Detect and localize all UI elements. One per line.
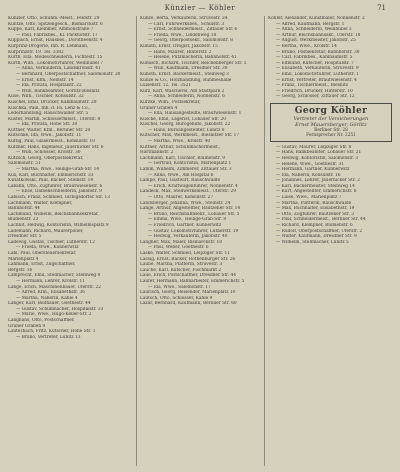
directory-entry: — Ella, Hausangestellte, Brautwiesenstr. 1 (148, 111, 242, 117)
directory-entry: Langer, Karl, Bildhauer, Goethestr. 44 (8, 301, 91, 307)
directory-entry: — Helene, Wwe., Goethestr. 31 (276, 161, 344, 167)
directory-entry: Landeck, Max, Stellwerksmeist., Uferstr. 29 (140, 189, 236, 195)
directory-entry: — Georg, Oberpostsekr., Salomonstr. 8 (148, 38, 233, 44)
directory-entry: — Anna, Schneiderin, Nonnenstr. 6 (148, 94, 225, 100)
directory-entry: Lassig, Ernst, Bäcker, Rothenburger Str. 26 (140, 256, 236, 262)
directory-entry: — Hans, Bankbeamter, Löbauer Str. 21 (276, 150, 362, 156)
directory-entry: Küster, Martin, Schlossermeist., Uferstr. 8 (8, 116, 101, 122)
column-rule-2 (264, 16, 265, 466)
directory-entry: — Ida, Wwe., Salomonstr. 17 (148, 284, 211, 290)
directory-entry: Kusche, Emil, Lagerist, Löbauer Str. 20 (140, 116, 226, 122)
directory-entry: — Carl, Fuhrwerksbes., Schulstr. 3 (148, 21, 225, 27)
directory-entry: — Alfred, Kfm., Elisabethstr. 36 (16, 290, 85, 296)
directory-entry: — Martha, Wwe., Krölstr. 40 (148, 139, 211, 145)
directory-entry: — Walter, Kaufmann, Dresdner Str. 9 (276, 234, 357, 240)
directory-entry: — Carl, Fabrikbes., Kahlbaumstr. 5 (276, 55, 353, 61)
directory-entry: Lademann, Richard, Maurerpolier, (8, 228, 84, 234)
directory-entry: — Otto, Maurer, Konsulstr. 27 (148, 195, 214, 200)
directory-entry: Grüner Graben 4 (140, 105, 178, 111)
directory-entry: Lange, Arthur, Angestellter, Bautzener Str. 14 (140, 206, 241, 212)
directory-entry: Langhans, Otto, Postschaffner, (8, 318, 75, 324)
directory-entry: Laufer, Hermann, Bahnarbeiter, Emmerichstr. 5 (140, 278, 245, 284)
directory-entry: Lange, Erich, Maschinenbauer, Uferstr. 22 (8, 284, 101, 290)
ad-line-4: Fernsprecher Nr. 2251 (306, 133, 356, 139)
directory-entry: Kurprinz-Drogerie, Inh. R. Lehmann, (8, 43, 89, 49)
directory-entry: — Bruno, Postsekretär, Bahnhofstr. 30 (276, 49, 360, 55)
directory-entry: Kuppe, Karl, Klemmer, Ammonstraße 7 (8, 27, 94, 33)
directory-entry: Lazar, Bernhard, Kaufmann, Berliner Str. 60 (140, 301, 237, 307)
directory-entry: — Erich, Kraftwagenführer, Nonnenstr. 4 (148, 183, 238, 189)
directory-entry: — Karl, Bäckermeister, Steinweg 14 (276, 183, 355, 189)
directory-entry: — August, Werkmeister, Jakobstr. 25 (276, 38, 356, 44)
directory-entry: Kutschke, Ida, Wwe., Jakobstr. 11 (8, 133, 82, 139)
directory-entry: Lachmund, Wilhelm, Reichsbahnsekretär, (8, 211, 99, 217)
directory-entry: — Luise, Wwe., Marienplatz 7 (276, 195, 342, 201)
directory-entry: — Elisabeth, Verkäuferin, Struvestr. 9 (276, 66, 359, 72)
directory-entry: Hartmannstr. 2 (140, 150, 174, 156)
ad-line-2: Ernst Mauersberger, Görlitz (295, 121, 367, 128)
directory-entry: Kuschel, Georg, Bürogehilfe, Jakobstr. 22 (140, 122, 231, 128)
column-right-bottom (268, 145, 394, 246)
directory-entry: Laue, Erich, Postschaffner, Dresdner Str. 44 (140, 273, 236, 279)
directory-entry: — Emma, Wwe., Heilige-Grab-Str. 8 (148, 217, 227, 223)
directory-entry: Kuschel, Emil, Drucker, Kahlbaumstr. 29 (8, 99, 97, 105)
directory-entry: Kurth, Wilh., Lokomotivführer, Weinhübel 7 (8, 60, 104, 66)
directory-entry: — Friedrich, Drucker, Hinterstr. 10 (276, 88, 353, 94)
directory-entry: — Hermann, Lehrer, Krölstr. 11 (16, 278, 85, 284)
directory-entry: — Ida, Privata, Hospitalstr. 22 (16, 83, 82, 89)
column-middle (140, 16, 264, 466)
column-right (268, 16, 394, 466)
running-head: Künzler — Köhler (164, 4, 236, 12)
directory-entry: — Richard, Klempner, Blumenstr. 6 (276, 223, 353, 229)
ad-name: Georg Köhler (294, 105, 368, 116)
directory-entry: Lamm, Wilhelm, Zimmerer, Zittauer Str. 3 (140, 167, 232, 173)
directory-entry: Kuschka, Paul, Inh. d. Fa. Lenz & Co., (8, 105, 91, 111)
page-header (0, 4, 400, 16)
directory-entry: Kunze, Berta, Verkäuferin, Struvestr. 24 (140, 16, 228, 21)
directory-entry: — Frieda, Wwe., Lindenweg 18 (148, 32, 217, 38)
ad-line-3: Berliner Str. 28 (314, 127, 348, 133)
directory-entry: Lauterbach, Fritz, Kutscher, Hohe Str. 1 (8, 329, 96, 335)
directory-entry: — Paul, Fabrikbes., Kl. Packhofstr. 17 (16, 32, 98, 38)
directory-entry: — Edmund, Kutscher, Hospitalstr. 7 (276, 60, 354, 66)
directory-entry: Kuse, Wilh., Tischler, Konsulstr. 32 (8, 94, 84, 100)
directory-entry: Kunoth, Ernst, Bäckermeist., Steinweg 3 (140, 71, 229, 77)
directory-entry: — Otto, Zugführer, Bautzener Str. 3 (276, 211, 354, 217)
directory-entry: — Wilhelm, Stellmacher, Lunitz 5 (276, 239, 349, 245)
directory-entry: Blumenstr. 23 (8, 217, 39, 223)
directory-entry: — Ernst, Vertreter, Brautwiesenstr. 4 (276, 77, 357, 83)
directory-entry: — Bertha, Wwe., Krölstr. 14 (276, 43, 337, 49)
directory-entry: — Alfred, Kaufmann, Bergstr. 1 (276, 21, 345, 27)
directory-entry: Labahn, Otto, Zugführer, Brautwiesenstr. 6 (8, 183, 103, 189)
directory-entry: Kunath, Ernst, Drogist, Jakobstr. 15 (140, 43, 218, 49)
directory-entry: Küttner, Walter, Kfm., Berliner Str. 20 (8, 127, 91, 133)
directory-entry: Kwiatkowski, Paul, Bäcker, Steinstr. 14 (8, 178, 94, 184)
directory-entry: — Willi, Kaufmann, Dresdner Str. 30 (148, 66, 228, 72)
directory-entry: Lahl, Paul, Obersteuersekretär, (8, 250, 77, 256)
directory-entry: — Gustav, Schuhmacher, Hospitalstr. 33 (16, 306, 104, 312)
directory-entry: — Martha, Plätterin, Rauschwalde (276, 200, 352, 206)
directory-entry: — Martha, Wwe., Heilige-Grab-Str. 14 (16, 167, 100, 173)
directory-entry: Kunze & Co., Holzhandlung, Ruhmeshalle (140, 77, 232, 83)
directory-entry: — Arthur, Reichsbahnsekr., Uferstr. 18 (276, 32, 361, 38)
directory-entry: Laske, Walter, Schmied, Leipziger Str. 11 (140, 250, 230, 256)
directory-entry: — Rudolf, Oberpostschaffner, Uferstr. 2 (276, 228, 363, 234)
directory-entry: Lachmann, Walter, Klempner, (8, 200, 73, 206)
directory-entry: Labisch, Franz, Schmied, Girbigsdorfer Str. 13 (8, 195, 110, 200)
directory-entry: Lederhandlung, Rauschwalder Str. 5 (8, 111, 89, 117)
directory-entry: Lautsch, Otto, Schlosser, Kahle 9 (140, 295, 213, 301)
directory-entry: — Hans, Maurer, Hinterstr. 2 (148, 49, 212, 55)
directory-entry: — Willi, Schlosser, Krölstr. 30 (16, 150, 81, 156)
directory-entry: Lamprecht, Emil, Stellmacher, Steinweg 8 (8, 273, 101, 279)
directory-entry: Kubasch, Richard, Tischler, Reichenberger Str. 5 (140, 60, 247, 66)
directory-entry: Köhler, Alexander, Kunstmaler, Nonnenstr. 2 (268, 16, 365, 21)
directory-entry: Lauche, Karl, Kutscher, Fischmarkt 2 (140, 267, 222, 273)
directory-entry: Kurprinzstr. 19. Tel. 3382 (8, 49, 64, 55)
directory-entry: Laurisch, Georg, Reisender, Marienplatz 10 (140, 290, 236, 296)
directory-entry: Kurzke, Wilh., Postsekretär, (140, 99, 201, 105)
directory-entry: Luisenstr. 12. Tel. 3521 (140, 83, 192, 89)
directory-entry: Kurth, Ella, Modeschneiderin, Fichtestr. 15 (8, 55, 103, 61)
directory-entry: Landsberger, Johanna, Wwe., Steinstr. 24 (140, 200, 231, 206)
ad-line-1: Vertreter der Versicherungen (293, 115, 369, 122)
directory-entry: — Marie, Wwe., Hugo-Keller-Str. 2 (16, 312, 92, 318)
directory-entry: Laube, Martha, Plätterin, Struvestr. 3 (140, 262, 223, 268)
directory-entry: — Georg, Schlosser, Zittauer Str. 12 (276, 94, 355, 100)
directory-entry: — Ernst, Schneidermeist., Zittauer Str. 6 (148, 27, 238, 33)
directory-entry: Kux, Karl, Buchhalter, Emmerichstr. 33 (8, 172, 94, 178)
directory-entry: — Willi, Bankbeamter, Görlitz-Biesnitz (16, 88, 100, 94)
directory-entry: Küntze, Otto, Spitzengesch., Bismarckstr. 6 (8, 21, 103, 27)
column-rule-1 (136, 16, 137, 466)
directory-entry: Künzler, Otto, Schuhm.-Meist., Feldstr. 29 (8, 16, 100, 21)
directory-entry: — Ernst, Kfm., Neißstr. 14 (16, 77, 74, 83)
directory-entry: — Elise, Damenschneiderin, Jakobstr. 9 (16, 189, 102, 195)
column-left (8, 16, 132, 466)
directory-entry: Kuppisch, Ernst, Hausbes., Dorotheenstr. 4 (8, 38, 103, 44)
directory-entry: Marienplatz 4 (8, 256, 39, 262)
directory-entry: — Hedwig, Kontoristin, Salomonstr. 3 (276, 155, 359, 161)
directory-entry: Kutzner, Hans, Ingenieur, Jauernicker Str. 6 (8, 144, 104, 150)
directory-entry: — Friedrich, Gärtner, Kunnerwitz (148, 222, 222, 228)
directory-entry: — Gustav, Maurer, Leipziger Str. 8 (276, 144, 352, 150)
directory-entry: Bergstr. 16 (8, 267, 33, 273)
directory-entry: Salomonstr. 51 (8, 161, 41, 167)
directory-entry: Lachnit, Hedwig, Kontoristin, Wilhelmsplatz 9 (8, 222, 109, 228)
directory-entry: — Bruno, Vertreter, Lunitz 13 (16, 334, 81, 340)
directory-entry: Kurz, Karl, Wäscherei, Am Stadtpark 2 (140, 88, 225, 94)
directory-entry: — Max, Buchhalter, Elisabethstr. 19 (276, 206, 355, 212)
directory-entry: — Paul, Schneidermeist., Berliner Str. 44 (276, 217, 366, 223)
directory-entry: — Ida, Privata, Hohe Str. 30 (16, 122, 78, 128)
directory-entry: — Hedwig, Verkäuferin, Jakobstr. 40 (148, 234, 228, 240)
directory-entry: Grüner Graben 9 (8, 323, 46, 329)
directory-entry: Bahnhofstr. 44 (8, 206, 40, 212)
directory-entry: — Anna, Verkäuferin, Landskronstr. 41 (16, 66, 101, 72)
directory-entry: — Johannes, Lehrer, Jauernicker Str. 2 (276, 178, 360, 184)
directory-entry: — Bruno, Reichsbahnsekr., Löbauer Str. 5 (148, 211, 240, 217)
directory-entry: — Anna, Wwe., Am Hospital 6 (148, 172, 214, 178)
directory-entry: — Bernhard, Oberpostschaffner, Salomonstr. 20 (16, 71, 121, 77)
directory-entry: Kutzsch, Georg, Oberpostsekretär, (8, 155, 84, 161)
directory-entry: — Hans, Büroangestellter, Lunitz 8 (148, 127, 225, 133)
directory-entry: Langner, Max, Maler, Bismarckstr. 18 (140, 239, 223, 245)
directory-entry: — Paul, Weber, Goethestr. 6 (148, 245, 209, 251)
directory-entry: — Martha, Näherin, Kahle 4 (16, 295, 78, 301)
directory-entry: — Gustav, Lokomotivführer, Lutherstr. 19 (148, 228, 239, 234)
directory-entry: — Ida, Näherin, Konsulstr. 16 (276, 172, 341, 178)
directory-entry: — Helene, Putzmacherin, Bahnhofstr. 41 (148, 55, 237, 61)
directory-entry: — Emil, Lokomotivführer, Lutherstr. 1 (276, 71, 359, 77)
directory-entry: Lachmann, Karl, Tischler, Blumenstr. 9 (140, 155, 225, 161)
directory-entry: Lahmann, Ernst, Zugschaffner, (8, 262, 76, 268)
directory-entry: Kuttner, Arthur, Schuhmachermeist., (140, 144, 221, 150)
directory-entry: — Frieda, Wwe., Kunnerwitz (16, 245, 79, 251)
directory-entry: Dresdner Str. 5 (8, 234, 42, 240)
column-right-top (268, 16, 394, 100)
directory-entry: — Hermann, Gärtner, Kunnerwitz (276, 167, 350, 173)
advertisement-box (270, 103, 392, 142)
directory-entry: — Kurt, Angestellter, Emmerichstr. 8 (276, 189, 357, 195)
page-number: 71 (377, 4, 386, 12)
directory-entry: Lampe, Paul, Gastwirt, Rauschwalde (140, 178, 221, 184)
directory-entry: — Gertrud, Kontoristin, Marienplatz 1 (148, 161, 232, 167)
directory-entry: Kuttig, Paul, Glasermeist., Konsulstr. 10 (8, 139, 96, 145)
directory-entry: — Anna, Schneiderin, Weinhübel 3 (276, 27, 352, 33)
directory-entry: — Franz, Tischlermeist., Biesnitz (276, 83, 349, 89)
directory-entry: Kutscher, Max, Werkmeist., Biesnitzer Str. 17 (140, 133, 240, 139)
directory-entry: Ladewig, Gustav, Tischler, Lutherstr. 12 (8, 239, 95, 245)
